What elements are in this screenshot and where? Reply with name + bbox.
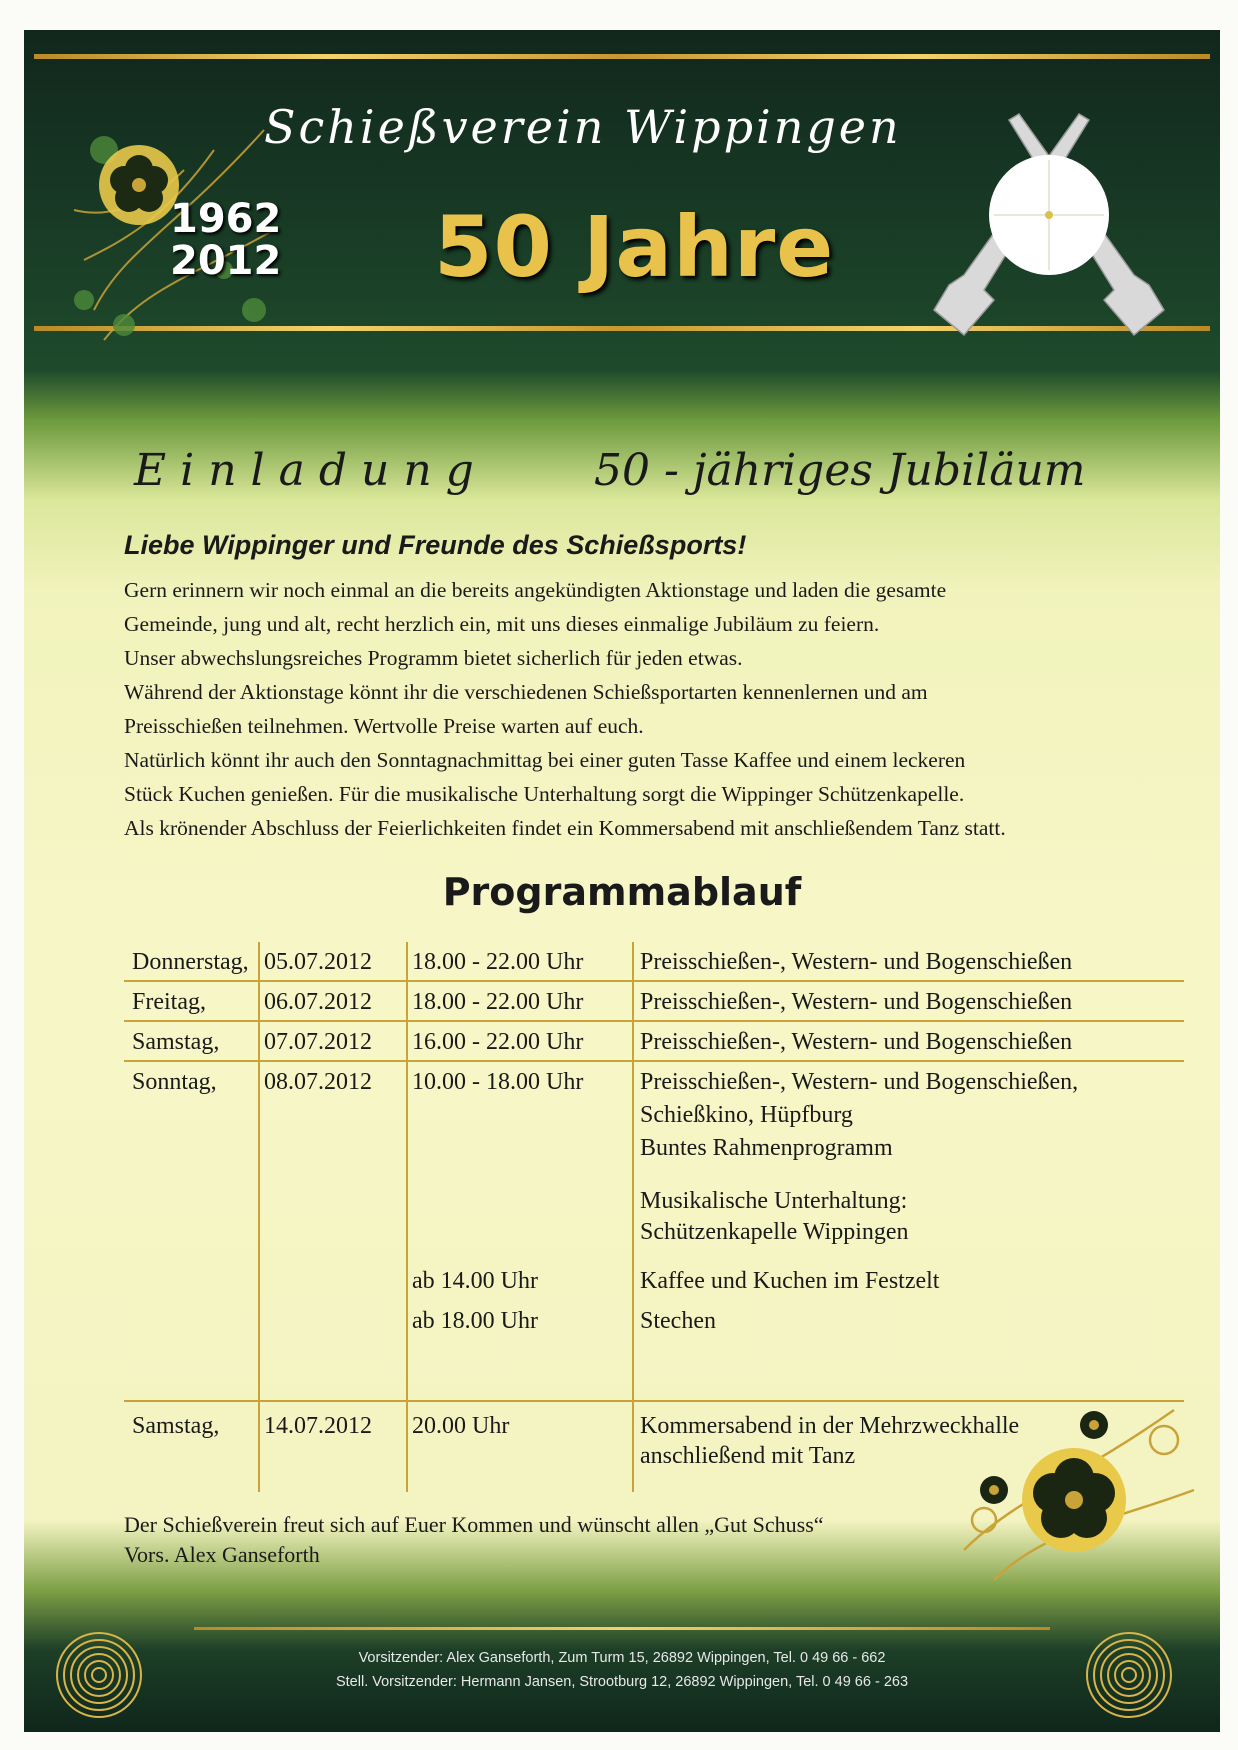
row-activity: Preisschießen-, Western- und Bogenschießen <box>640 989 1073 1015</box>
table-rule <box>124 980 1184 982</box>
row-activity: Schützenkapelle Wippingen <box>640 1219 909 1245</box>
row-time: ab 14.00 Uhr <box>412 1268 538 1294</box>
row-activity: Musikalische Unterhaltung: <box>640 1188 908 1214</box>
intro-line: Während der Aktionstage könnt ihr die verschiedenen Schießsportarten kennenlernen und am <box>124 680 928 704</box>
intro-line: Gemeinde, jung und alt, recht herzlich ein, mit uns dieses einmalige Jubiläum zu feiern. <box>124 612 880 636</box>
signature-line: Vors. Alex Ganseforth <box>124 1542 320 1567</box>
invitation-heading: Einladung <box>134 445 488 496</box>
table-divider <box>258 942 260 1492</box>
row-date: 08.07.2012 <box>264 1069 372 1095</box>
year-range <box>170 198 281 282</box>
intro-line: Preisschießen teilnehmen. Wertvolle Preise warten auf euch. <box>124 714 644 738</box>
row-day: Donnerstag, <box>132 949 249 975</box>
row-activity: anschließend mit Tanz <box>640 1443 856 1469</box>
row-activity: Preisschießen-, Western- und Bogenschießen, <box>640 1069 1079 1095</box>
intro-line: Unser abwechslungsreiches Programm bietet sicherlich für jeden etwas. <box>124 646 743 670</box>
row-time: 18.00 - 22.00 Uhr <box>412 949 584 975</box>
row-day: Freitag, <box>132 989 206 1015</box>
table-rule <box>124 1060 1184 1062</box>
intro-line: Stück Kuchen genießen. Für die musikalische Unterhaltung sorgt die Wippinger Schützenkapelle. <box>124 782 965 806</box>
table-rule <box>124 1020 1184 1022</box>
top-gold-line <box>34 54 1210 59</box>
row-time: 10.00 - 18.00 Uhr <box>412 1069 584 1095</box>
row-activity: Buntes Rahmenprogramm <box>640 1135 893 1161</box>
table-divider <box>632 942 634 1492</box>
row-day: Samstag, <box>132 1413 220 1439</box>
table-divider <box>406 942 408 1492</box>
year-end: 2012 <box>170 238 282 284</box>
year-start: 1962 <box>170 196 282 242</box>
row-time: 16.00 - 22.00 Uhr <box>412 1029 584 1055</box>
footer-vice-chair: Stell. Vorsitzender: Hermann Jansen, Strootburg 12, 26892 Wippingen, Tel. 0 49 66 - 263 <box>335 1674 909 1690</box>
row-activity: Schießkino, Hüpfburg <box>640 1102 853 1128</box>
greeting: Liebe Wippinger und Freunde des Schießsports! <box>124 530 747 560</box>
row-date: 07.07.2012 <box>264 1029 372 1055</box>
invitation-subheading: 50 - jähriges Jubiläum <box>594 445 1086 496</box>
poster <box>24 30 1220 1732</box>
intro-line: Natürlich könnt ihr auch den Sonntagnachmittag bei einer guten Tasse Kaffee und einem leckeren <box>124 748 966 772</box>
club-name: Schießverein Wippingen <box>264 100 902 154</box>
row-activity: Preisschießen-, Western- und Bogenschießen <box>640 949 1073 975</box>
program-title: Programmablauf <box>442 870 802 914</box>
footer-gold-line <box>194 1627 1050 1630</box>
row-date: 14.07.2012 <box>264 1413 372 1439</box>
row-date: 06.07.2012 <box>264 989 372 1015</box>
jubilee-title: 50 Jahre <box>434 198 835 296</box>
row-date: 05.07.2012 <box>264 949 372 975</box>
row-activity: Kommersabend in der Mehrzweckhalle <box>640 1413 1020 1439</box>
row-activity: Preisschießen-, Western- und Bogenschießen <box>640 1029 1073 1055</box>
floral-ornament-icon <box>954 1400 1204 1600</box>
closing-text <box>124 1510 824 1570</box>
footer-chair: Vorsitzender: Alex Ganseforth, Zum Turm 15, 26892 Wippingen, Tel. 0 49 66 - 662 <box>358 1650 886 1666</box>
crossed-rifles-target-icon <box>924 100 1174 340</box>
intro-line: Gern erinnern wir noch einmal an die bereits angekündigten Aktionstage und laden die gesamte <box>124 578 947 602</box>
row-day: Samstag, <box>132 1029 220 1055</box>
row-time: 18.00 - 22.00 Uhr <box>412 989 584 1015</box>
row-activity: Stechen <box>640 1308 716 1334</box>
intro-text <box>124 573 1184 845</box>
footer-contacts <box>24 1646 1220 1694</box>
intro-line: Als krönender Abschluss der Feierlichkeiten findet ein Kommersabend mit anschließendem Tanz statt. <box>124 816 1006 840</box>
row-activity: Kaffee und Kuchen im Festzelt <box>640 1268 940 1294</box>
row-day: Sonntag, <box>132 1069 217 1095</box>
row-time: ab 18.00 Uhr <box>412 1308 538 1334</box>
row-time: 20.00 Uhr <box>412 1413 510 1439</box>
closing-line: Der Schießverein freut sich auf Euer Kommen und wünscht allen „Gut Schuss“ <box>124 1512 824 1537</box>
